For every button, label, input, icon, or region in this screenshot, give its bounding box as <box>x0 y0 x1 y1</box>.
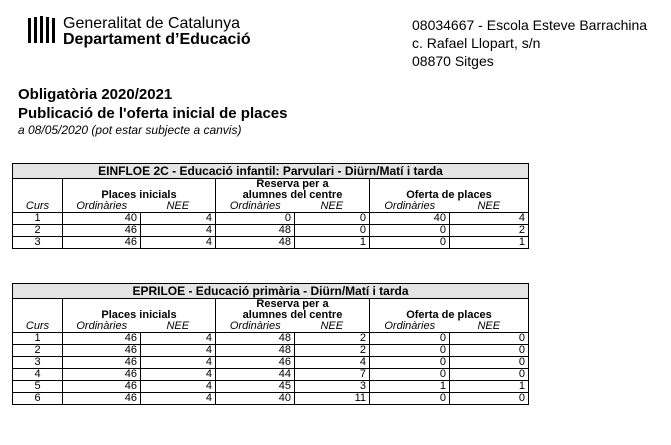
value-cell: 4 <box>141 345 216 357</box>
header-nee: NEE <box>295 201 370 213</box>
value-cell: 1 <box>370 381 450 393</box>
header-places-inicials: Places inicials <box>63 299 216 322</box>
value-cell: 48 <box>216 333 295 345</box>
value-cell: 0 <box>295 213 370 225</box>
header-oferta: Oferta de places <box>370 299 529 322</box>
value-cell: 46 <box>63 237 141 249</box>
value-cell: 4 <box>295 357 370 369</box>
value-cell: 40 <box>370 213 450 225</box>
generalitat-logo-icon <box>27 15 57 45</box>
publication-title: Publicació de l'oferta inicial de places <box>18 105 288 122</box>
value-cell: 0 <box>450 357 529 369</box>
value-cell: 0 <box>370 393 450 405</box>
value-cell: 4 <box>141 357 216 369</box>
curs-cell: 1 <box>13 333 63 345</box>
table-row <box>13 369 529 381</box>
value-cell: 40 <box>216 393 295 405</box>
course-year-title: Obligatòria 2020/2021 <box>18 86 173 103</box>
table-row <box>13 357 529 369</box>
header-reserva-2: alumnes del centre <box>216 190 370 201</box>
value-cell: 2 <box>295 333 370 345</box>
curs-cell: 3 <box>13 357 63 369</box>
value-cell: 0 <box>450 345 529 357</box>
header-curs: Curs <box>13 321 63 333</box>
value-cell: 46 <box>216 357 295 369</box>
value-cell: 46 <box>63 381 141 393</box>
value-cell: 1 <box>295 237 370 249</box>
table-row <box>13 333 529 345</box>
header-places-inicials: Places inicials <box>63 179 216 202</box>
header-ordinaries: Ordinàries <box>216 201 295 213</box>
date-note: a 08/05/2020 (pot estar subjecte a canvis) <box>18 123 242 137</box>
curs-cell: 2 <box>13 345 63 357</box>
value-cell: 45 <box>216 381 295 393</box>
value-cell: 1 <box>450 381 529 393</box>
header-nee: NEE <box>450 201 529 213</box>
table-row <box>13 345 529 357</box>
value-cell: 46 <box>63 225 141 237</box>
value-cell: 0 <box>216 213 295 225</box>
header-reserva-1: Reserva per a <box>216 179 370 191</box>
value-cell: 4 <box>141 369 216 381</box>
value-cell: 3 <box>295 381 370 393</box>
table-row <box>13 393 529 405</box>
school-info <box>412 16 647 70</box>
offer-table-primaria <box>12 283 529 405</box>
header-reserva-2: alumnes del centre <box>216 310 370 321</box>
value-cell: 0 <box>450 393 529 405</box>
table-title: EPRILOE - Educació primària - Diürn/Matí i tarda <box>13 284 529 299</box>
value-cell: 46 <box>63 369 141 381</box>
value-cell: 0 <box>370 225 450 237</box>
value-cell: 0 <box>370 237 450 249</box>
value-cell: 0 <box>370 333 450 345</box>
school-line-2: c. Rafael Llopart, s/n <box>412 35 541 51</box>
header-ordinaries: Ordinàries <box>63 201 141 213</box>
curs-cell: 4 <box>13 369 63 381</box>
header-nee: NEE <box>141 201 216 213</box>
header-ordinaries: Ordinàries <box>370 321 450 333</box>
table-title: EINFLOE 2C - Educació infantil: Parvulari - Diürn/Matí i tarda <box>13 164 529 179</box>
header-curs: Curs <box>13 201 63 213</box>
value-cell: 48 <box>216 225 295 237</box>
header-nee: NEE <box>450 321 529 333</box>
value-cell: 46 <box>63 345 141 357</box>
header-ordinaries: Ordinàries <box>370 201 450 213</box>
organization-name <box>63 16 251 48</box>
header-reserva-1: Reserva per a <box>216 299 370 311</box>
value-cell: 46 <box>63 333 141 345</box>
table-row <box>13 381 529 393</box>
value-cell: 4 <box>141 225 216 237</box>
value-cell: 11 <box>295 393 370 405</box>
value-cell: 48 <box>216 345 295 357</box>
value-cell: 46 <box>63 393 141 405</box>
value-cell: 4 <box>141 333 216 345</box>
value-cell: 2 <box>450 225 529 237</box>
curs-cell: 3 <box>13 237 63 249</box>
header-oferta: Oferta de places <box>370 179 529 202</box>
org-line-2: Departament d’Educació <box>63 31 251 48</box>
school-line-3: 08870 Sitges <box>412 53 494 69</box>
value-cell: 0 <box>370 345 450 357</box>
table-row <box>13 237 529 249</box>
value-cell: 7 <box>295 369 370 381</box>
value-cell: 4 <box>141 393 216 405</box>
value-cell: 1 <box>450 237 529 249</box>
curs-cell: 6 <box>13 393 63 405</box>
curs-cell: 2 <box>13 225 63 237</box>
value-cell: 46 <box>63 357 141 369</box>
value-cell: 0 <box>370 357 450 369</box>
header-ordinaries: Ordinàries <box>216 321 295 333</box>
curs-cell: 1 <box>13 213 63 225</box>
document-heading <box>18 85 288 138</box>
header-nee: NEE <box>141 321 216 333</box>
header-nee: NEE <box>295 321 370 333</box>
table-row <box>13 213 529 225</box>
value-cell: 4 <box>141 381 216 393</box>
table-row <box>13 225 529 237</box>
value-cell: 4 <box>450 213 529 225</box>
value-cell: 2 <box>295 345 370 357</box>
value-cell: 0 <box>370 369 450 381</box>
org-line-1: Generalitat de Catalunya <box>63 15 240 32</box>
value-cell: 4 <box>141 237 216 249</box>
school-line-1: 08034667 - Escola Esteve Barrachina <box>412 17 648 33</box>
curs-cell: 5 <box>13 381 63 393</box>
value-cell: 0 <box>295 225 370 237</box>
value-cell: 0 <box>450 333 529 345</box>
header-ordinaries: Ordinàries <box>63 321 141 333</box>
value-cell: 48 <box>216 237 295 249</box>
offer-table-infantil <box>12 163 529 249</box>
value-cell: 0 <box>450 369 529 381</box>
value-cell: 40 <box>63 213 141 225</box>
value-cell: 44 <box>216 369 295 381</box>
value-cell: 4 <box>141 213 216 225</box>
